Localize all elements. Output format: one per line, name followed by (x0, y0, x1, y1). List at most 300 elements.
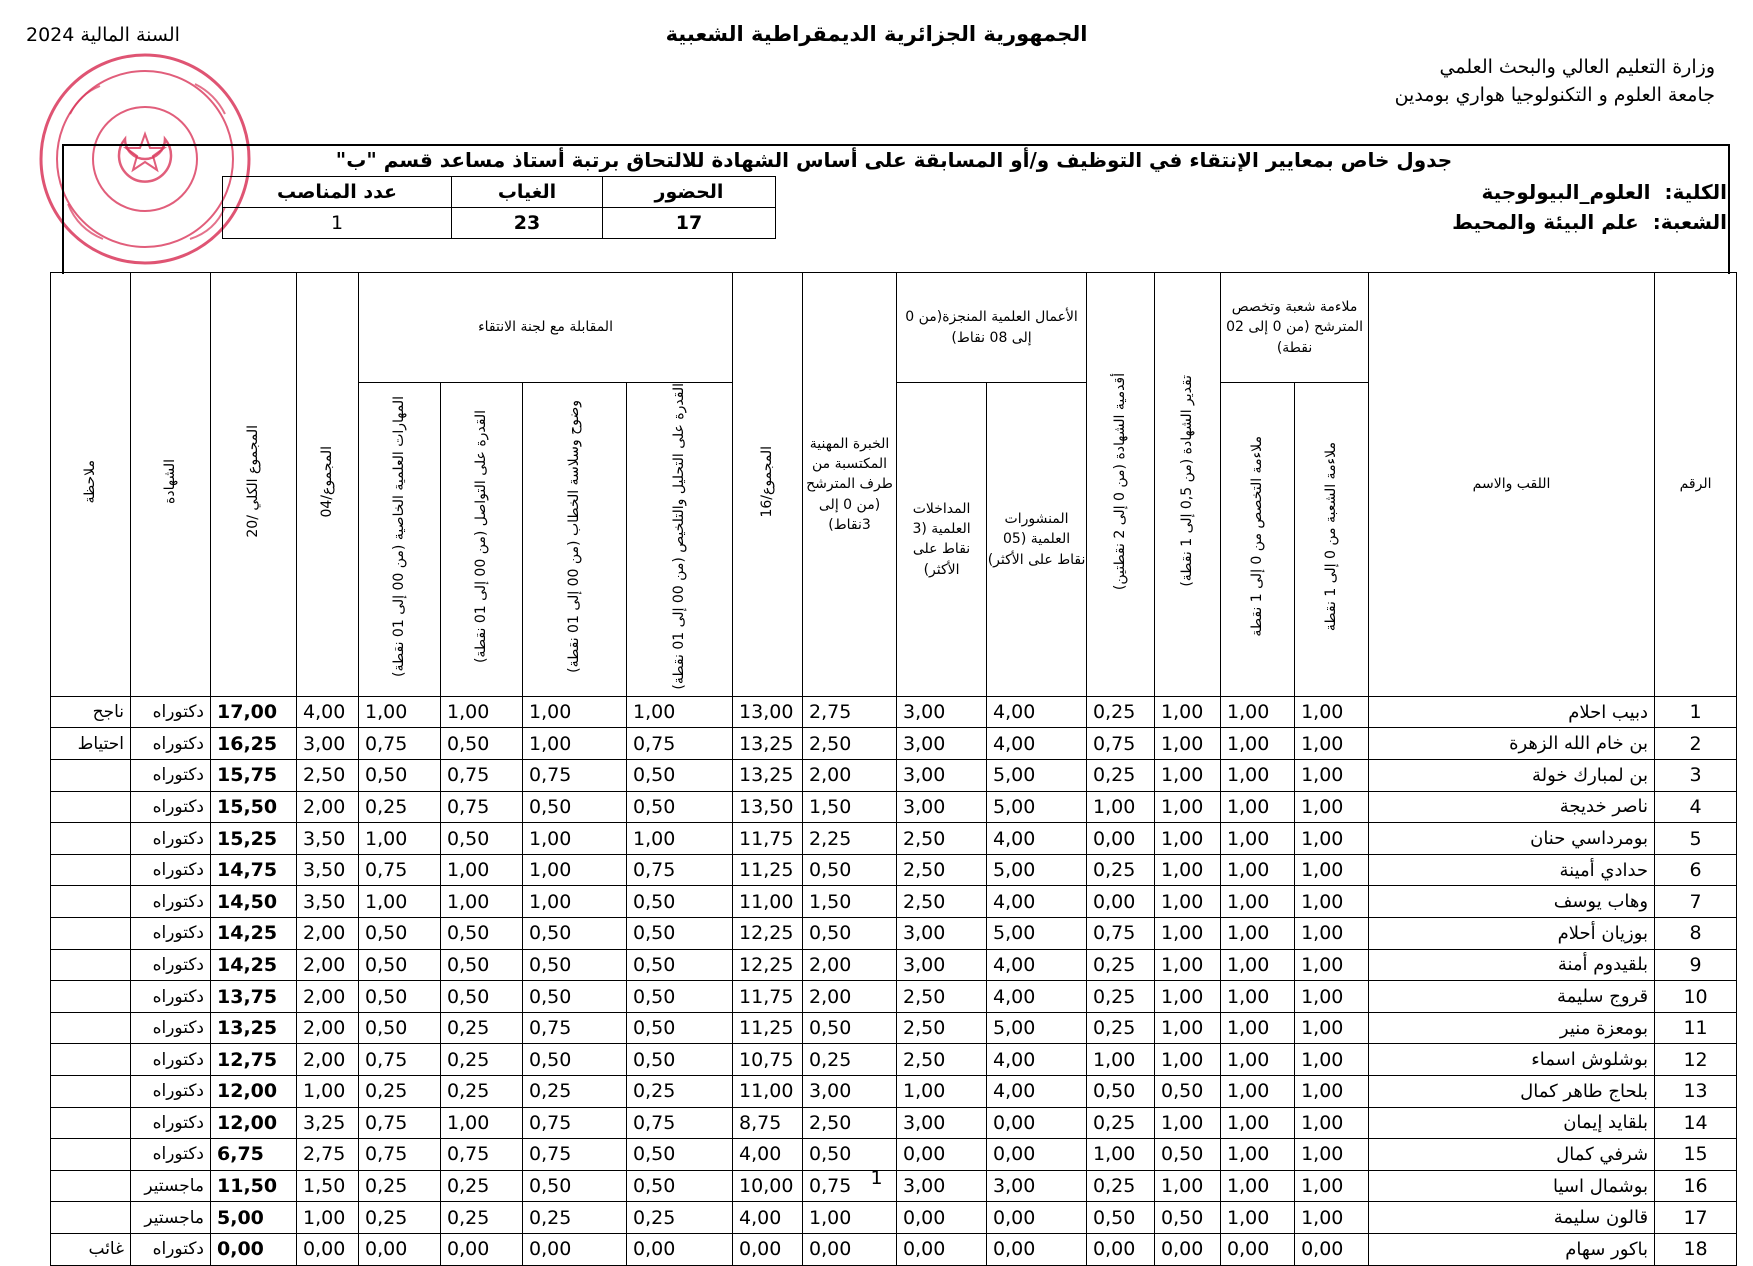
row-note: احتياط (51, 728, 131, 760)
row-fit-spec: 1,00 (1221, 823, 1295, 855)
row-grade: 1,00 (1155, 1012, 1221, 1044)
row-talks: 3,00 (897, 949, 987, 981)
results-table (50, 272, 1737, 1266)
row-grade: 1,00 (1155, 728, 1221, 760)
row-fit-spec: 1,00 (1221, 949, 1295, 981)
row-seniority: 0,25 (1087, 1012, 1155, 1044)
row-total16: 11,75 (733, 981, 803, 1013)
university-name: جامعة العلوم و التكنولوجيا هواري بومدين (1394, 84, 1715, 106)
row-experience: 1,50 (803, 886, 897, 918)
row-skills: 1,00 (359, 886, 441, 918)
row-index: 10 (1655, 981, 1737, 1013)
table-row (51, 918, 1737, 950)
row-total4: 2,50 (297, 760, 359, 792)
row-clarity: 0,50 (523, 949, 627, 981)
row-talks: 0,00 (897, 1202, 987, 1234)
row-note: ناجح (51, 696, 131, 728)
row-clarity: 0,50 (523, 981, 627, 1013)
row-grade: 1,00 (1155, 854, 1221, 886)
row-clarity: 0,50 (523, 1044, 627, 1076)
row-publications: 5,00 (987, 1012, 1087, 1044)
row-skills: 1,00 (359, 696, 441, 728)
table-row (51, 1233, 1737, 1265)
row-certificate: دكتوراه (131, 949, 211, 981)
row-name: بوشمال اسيا (1369, 1170, 1655, 1202)
page-number: 1 (870, 1167, 883, 1189)
row-grade: 1,00 (1155, 886, 1221, 918)
row-total4: 2,00 (297, 949, 359, 981)
row-seniority: 1,00 (1087, 1139, 1155, 1171)
row-communication: 1,00 (441, 886, 523, 918)
col-fit-group: ملاءمة شعبة وتخصص المترشح (من 0 إلى 02 نقطة) (1221, 273, 1369, 383)
row-skills: 0,00 (359, 1233, 441, 1265)
row-total20: 11,50 (211, 1170, 297, 1202)
row-talks: 3,00 (897, 918, 987, 950)
col-note: ملاحظة (51, 273, 131, 697)
row-publications: 4,00 (987, 823, 1087, 855)
row-analysis: 0,50 (627, 1139, 733, 1171)
row-fit-branch: 0,00 (1295, 1233, 1369, 1265)
row-experience: 2,00 (803, 981, 897, 1013)
row-talks: 2,50 (897, 886, 987, 918)
present-value: 17 (603, 208, 776, 239)
col-name: اللقب والاسم (1369, 273, 1655, 697)
row-experience: 0,50 (803, 1139, 897, 1171)
row-fit-branch: 1,00 (1295, 886, 1369, 918)
row-grade: 1,00 (1155, 1044, 1221, 1076)
row-fit-branch: 1,00 (1295, 949, 1369, 981)
col-index: الرقم (1655, 273, 1737, 697)
row-talks: 0,00 (897, 1139, 987, 1171)
row-total4: 2,00 (297, 1044, 359, 1076)
row-seniority: 0,75 (1087, 728, 1155, 760)
row-talks: 2,50 (897, 854, 987, 886)
row-skills: 0,25 (359, 1075, 441, 1107)
row-analysis: 0,75 (627, 854, 733, 886)
row-fit-branch: 1,00 (1295, 696, 1369, 728)
absent-value: 23 (452, 208, 603, 239)
row-grade: 0,50 (1155, 1075, 1221, 1107)
row-fit-branch: 1,00 (1295, 854, 1369, 886)
row-communication: 0,25 (441, 1044, 523, 1076)
row-total4: 2,00 (297, 1012, 359, 1044)
row-index: 18 (1655, 1233, 1737, 1265)
row-analysis: 1,00 (627, 696, 733, 728)
faculty-value: العلوم_البيولوجية (1481, 180, 1651, 204)
row-note (51, 1075, 131, 1107)
row-name: شرفي كمال (1369, 1139, 1655, 1171)
row-analysis: 1,00 (627, 823, 733, 855)
fiscal-year: السنة المالية 2024 (26, 24, 180, 46)
row-seniority: 1,00 (1087, 791, 1155, 823)
row-index: 5 (1655, 823, 1737, 855)
row-fit-spec: 1,00 (1221, 1107, 1295, 1139)
row-seniority: 0,25 (1087, 1107, 1155, 1139)
col-works-group: الأعمال العلمية المنجزة(من 0 إلى 08 نقاط) (897, 273, 1087, 383)
row-total20: 12,00 (211, 1075, 297, 1107)
row-certificate: دكتوراه (131, 981, 211, 1013)
row-total4: 1,00 (297, 1075, 359, 1107)
row-name: وهاب يوسف (1369, 886, 1655, 918)
row-certificate: دكتوراه (131, 1012, 211, 1044)
row-fit-spec: 1,00 (1221, 1075, 1295, 1107)
row-publications: 0,00 (987, 1202, 1087, 1234)
table-row (51, 1044, 1737, 1076)
row-communication: 0,25 (441, 1075, 523, 1107)
row-fit-branch: 1,00 (1295, 1202, 1369, 1234)
row-note (51, 760, 131, 792)
row-total16: 11,75 (733, 823, 803, 855)
row-experience: 3,00 (803, 1075, 897, 1107)
row-talks: 3,00 (897, 1170, 987, 1202)
table-title: جدول خاص بمعايير الإنتقاء في التوظيف و/أو المسابقة على أساس الشهادة للالتحاق برتبة أستاذ مساعد قسم "ب" (335, 148, 1453, 172)
row-skills: 0,75 (359, 1139, 441, 1171)
row-experience: 2,00 (803, 949, 897, 981)
col-fit-spec: ملاءمة التخصص من 0 إلى 1 نقطة (1221, 383, 1295, 697)
row-communication: 0,25 (441, 1170, 523, 1202)
row-publications: 5,00 (987, 854, 1087, 886)
row-name: بلحاج طاهر كمال (1369, 1075, 1655, 1107)
row-grade: 1,00 (1155, 981, 1221, 1013)
row-name: ناصر خديجة (1369, 791, 1655, 823)
row-fit-spec: 1,00 (1221, 918, 1295, 950)
row-grade: 1,00 (1155, 760, 1221, 792)
row-skills: 0,25 (359, 1202, 441, 1234)
row-total20: 16,25 (211, 728, 297, 760)
row-name: بلقيدوم أمنة (1369, 949, 1655, 981)
row-fit-branch: 1,00 (1295, 728, 1369, 760)
row-fit-spec: 1,00 (1221, 886, 1295, 918)
row-certificate: دكتوراه (131, 1139, 211, 1171)
row-talks: 3,00 (897, 760, 987, 792)
row-total16: 0,00 (733, 1233, 803, 1265)
row-certificate: دكتوراه (131, 728, 211, 760)
row-analysis: 0,50 (627, 1170, 733, 1202)
row-certificate: دكتوراه (131, 918, 211, 950)
row-analysis: 0,50 (627, 1044, 733, 1076)
row-analysis: 0,50 (627, 1012, 733, 1044)
row-total4: 1,00 (297, 1202, 359, 1234)
row-analysis: 0,50 (627, 918, 733, 950)
row-skills: 0,25 (359, 1170, 441, 1202)
row-talks: 2,50 (897, 823, 987, 855)
row-fit-spec: 1,00 (1221, 1139, 1295, 1171)
row-note (51, 823, 131, 855)
row-analysis: 0,75 (627, 728, 733, 760)
row-experience: 0,00 (803, 1233, 897, 1265)
row-fit-branch: 1,00 (1295, 1170, 1369, 1202)
row-communication: 0,50 (441, 949, 523, 981)
row-total20: 14,25 (211, 918, 297, 950)
row-publications: 4,00 (987, 886, 1087, 918)
row-total20: 15,75 (211, 760, 297, 792)
row-experience: 2,25 (803, 823, 897, 855)
row-communication: 0,50 (441, 823, 523, 855)
col-clarity: وضوح وسلاسة الخطاب (من 00 إلى 01 نقطة) (523, 383, 627, 697)
table-row (51, 696, 1737, 728)
row-certificate: دكتوراه (131, 823, 211, 855)
row-clarity: 1,00 (523, 854, 627, 886)
row-talks: 3,00 (897, 728, 987, 760)
row-total16: 11,25 (733, 854, 803, 886)
row-clarity: 0,50 (523, 918, 627, 950)
row-seniority: 0,75 (1087, 918, 1155, 950)
row-total20: 6,75 (211, 1139, 297, 1171)
row-name: بن خام الله الزهرة (1369, 728, 1655, 760)
col-grade: تقدير الشهادة (من 0,5 إلى 1 نقطة) (1155, 273, 1221, 697)
row-certificate: دكتوراه (131, 791, 211, 823)
row-talks: 2,50 (897, 981, 987, 1013)
row-clarity: 1,00 (523, 696, 627, 728)
row-grade: 1,00 (1155, 823, 1221, 855)
col-total20: المجموع الكلي /20 (211, 273, 297, 697)
row-fit-branch: 1,00 (1295, 1139, 1369, 1171)
row-clarity: 0,75 (523, 1139, 627, 1171)
row-publications: 4,00 (987, 981, 1087, 1013)
row-skills: 0,50 (359, 1012, 441, 1044)
row-total20: 13,75 (211, 981, 297, 1013)
row-seniority: 0,50 (1087, 1202, 1155, 1234)
row-note (51, 854, 131, 886)
row-total4: 3,50 (297, 886, 359, 918)
row-total20: 15,50 (211, 791, 297, 823)
row-name: بوزيان أحلام (1369, 918, 1655, 950)
row-note (51, 1012, 131, 1044)
col-interview-group: المقابلة مع لجنة الانتقاء (359, 273, 733, 383)
row-name: قروج سليمة (1369, 981, 1655, 1013)
row-index: 11 (1655, 1012, 1737, 1044)
row-seniority: 0,25 (1087, 696, 1155, 728)
row-name: باكور سهام (1369, 1233, 1655, 1265)
row-total20: 12,00 (211, 1107, 297, 1139)
row-certificate: ماجستير (131, 1170, 211, 1202)
row-note (51, 1139, 131, 1171)
row-name: بن لمبارك خولة (1369, 760, 1655, 792)
table-row (51, 760, 1737, 792)
table-row (51, 823, 1737, 855)
faculty-line (1468, 180, 1727, 204)
row-skills: 0,50 (359, 760, 441, 792)
table-row (51, 1012, 1737, 1044)
row-total16: 11,25 (733, 1012, 803, 1044)
row-communication: 0,00 (441, 1233, 523, 1265)
row-seniority: 0,00 (1087, 886, 1155, 918)
row-fit-spec: 0,00 (1221, 1233, 1295, 1265)
row-talks: 0,00 (897, 1233, 987, 1265)
row-skills: 0,50 (359, 918, 441, 950)
row-total4: 2,00 (297, 981, 359, 1013)
row-total4: 4,00 (297, 696, 359, 728)
row-name: بومرداسي حنان (1369, 823, 1655, 855)
row-note (51, 918, 131, 950)
row-index: 13 (1655, 1075, 1737, 1107)
row-grade: 0,50 (1155, 1202, 1221, 1234)
row-total4: 2,75 (297, 1139, 359, 1171)
row-talks: 1,00 (897, 1075, 987, 1107)
table-row (51, 791, 1737, 823)
row-publications: 4,00 (987, 949, 1087, 981)
row-total16: 12,25 (733, 949, 803, 981)
row-name: قالون سليمة (1369, 1202, 1655, 1234)
row-skills: 0,75 (359, 1044, 441, 1076)
row-total16: 13,50 (733, 791, 803, 823)
col-certificate: الشهادة (131, 273, 211, 697)
row-total4: 3,25 (297, 1107, 359, 1139)
row-experience: 2,50 (803, 1107, 897, 1139)
row-communication: 0,25 (441, 1012, 523, 1044)
row-fit-spec: 1,00 (1221, 696, 1295, 728)
row-index: 16 (1655, 1170, 1737, 1202)
row-index: 14 (1655, 1107, 1737, 1139)
row-skills: 1,00 (359, 823, 441, 855)
row-communication: 0,75 (441, 1139, 523, 1171)
row-analysis: 0,50 (627, 949, 733, 981)
row-total16: 4,00 (733, 1202, 803, 1234)
row-certificate: دكتوراه (131, 760, 211, 792)
present-header: الحضور (603, 177, 776, 208)
row-total20: 12,75 (211, 1044, 297, 1076)
row-total20: 14,75 (211, 854, 297, 886)
row-publications: 0,00 (987, 1107, 1087, 1139)
row-note (51, 886, 131, 918)
row-name: بوشلوش اسماء (1369, 1044, 1655, 1076)
row-skills: 0,25 (359, 791, 441, 823)
row-communication: 0,25 (441, 1202, 523, 1234)
row-index: 8 (1655, 918, 1737, 950)
row-seniority: 0,50 (1087, 1075, 1155, 1107)
row-seniority: 0,25 (1087, 1170, 1155, 1202)
row-talks: 3,00 (897, 791, 987, 823)
branch-label: الشعبة: (1652, 210, 1727, 234)
row-certificate: دكتوراه (131, 854, 211, 886)
row-clarity: 0,75 (523, 1107, 627, 1139)
row-fit-branch: 1,00 (1295, 1012, 1369, 1044)
row-note (51, 981, 131, 1013)
row-index: 1 (1655, 696, 1737, 728)
branch-line (1438, 210, 1727, 234)
row-fit-branch: 1,00 (1295, 823, 1369, 855)
row-fit-spec: 1,00 (1221, 981, 1295, 1013)
row-publications: 4,00 (987, 696, 1087, 728)
row-grade: 1,00 (1155, 918, 1221, 950)
table-row (51, 854, 1737, 886)
table-row (51, 981, 1737, 1013)
row-total16: 10,00 (733, 1170, 803, 1202)
row-analysis: 0,25 (627, 1075, 733, 1107)
row-publications: 0,00 (987, 1233, 1087, 1265)
row-total4: 1,50 (297, 1170, 359, 1202)
row-seniority: 0,00 (1087, 823, 1155, 855)
col-experience: الخبرة المهنية المكتسبة من طرف المترشح (من 0 إلى 3نقاط) (803, 273, 897, 697)
row-communication: 0,50 (441, 918, 523, 950)
row-note (51, 949, 131, 981)
row-publications: 4,00 (987, 1075, 1087, 1107)
row-publications: 5,00 (987, 791, 1087, 823)
row-certificate: دكتوراه (131, 1233, 211, 1265)
row-seniority: 0,25 (1087, 760, 1155, 792)
row-experience: 2,75 (803, 696, 897, 728)
row-total4: 0,00 (297, 1233, 359, 1265)
row-publications: 0,00 (987, 1139, 1087, 1171)
row-talks: 3,00 (897, 696, 987, 728)
col-analysis: القدرة على التحليل والتلخيص (من 00 إلى 01 نقطة) (627, 383, 733, 697)
row-grade: 1,00 (1155, 791, 1221, 823)
col-skills: المهارات العلمية الخاصية (من 00 إلى 01 نقطة) (359, 383, 441, 697)
row-experience: 0,50 (803, 1012, 897, 1044)
row-fit-branch: 1,00 (1295, 791, 1369, 823)
row-total20: 14,25 (211, 949, 297, 981)
row-total20: 13,25 (211, 1012, 297, 1044)
row-total4: 2,00 (297, 918, 359, 950)
row-skills: 0,75 (359, 728, 441, 760)
row-publications: 5,00 (987, 918, 1087, 950)
table-row (51, 886, 1737, 918)
row-total16: 13,25 (733, 728, 803, 760)
row-total20: 14,50 (211, 886, 297, 918)
row-fit-spec: 1,00 (1221, 760, 1295, 792)
row-total4: 3,50 (297, 823, 359, 855)
table-row (51, 1075, 1737, 1107)
row-skills: 0,75 (359, 854, 441, 886)
row-total16: 13,25 (733, 760, 803, 792)
row-index: 7 (1655, 886, 1737, 918)
row-seniority: 0,00 (1087, 1233, 1155, 1265)
absent-header: الغياب (452, 177, 603, 208)
row-certificate: دكتوراه (131, 1044, 211, 1076)
row-experience: 1,50 (803, 791, 897, 823)
row-talks: 2,50 (897, 1012, 987, 1044)
row-fit-branch: 1,00 (1295, 1107, 1369, 1139)
table-row (51, 728, 1737, 760)
row-fit-branch: 1,00 (1295, 1044, 1369, 1076)
attendance-table (222, 176, 776, 239)
row-experience: 2,50 (803, 728, 897, 760)
row-skills: 0,75 (359, 1107, 441, 1139)
col-communication: القدرة على التواصل (من 00 إلى 01 نقطة) (441, 383, 523, 697)
row-total20: 0,00 (211, 1233, 297, 1265)
row-total20: 15,25 (211, 823, 297, 855)
table-row (51, 1139, 1737, 1171)
row-clarity: 0,25 (523, 1075, 627, 1107)
row-analysis: 0,50 (627, 760, 733, 792)
row-note (51, 791, 131, 823)
row-talks: 3,00 (897, 1107, 987, 1139)
row-name: دبيب احلام (1369, 696, 1655, 728)
row-fit-spec: 1,00 (1221, 1044, 1295, 1076)
row-seniority: 0,25 (1087, 981, 1155, 1013)
row-grade: 1,00 (1155, 949, 1221, 981)
ministry-name: وزارة التعليم العالي والبحث العلمي (1439, 56, 1715, 78)
row-fit-spec: 1,00 (1221, 854, 1295, 886)
row-seniority: 1,00 (1087, 1044, 1155, 1076)
row-fit-branch: 1,00 (1295, 981, 1369, 1013)
row-analysis: 0,50 (627, 886, 733, 918)
row-total16: 10,75 (733, 1044, 803, 1076)
row-fit-branch: 1,00 (1295, 918, 1369, 950)
row-note: غائب (51, 1233, 131, 1265)
row-clarity: 1,00 (523, 886, 627, 918)
positions-value: 1 (223, 208, 452, 239)
row-index: 6 (1655, 854, 1737, 886)
row-publications: 3,00 (987, 1170, 1087, 1202)
row-publications: 4,00 (987, 728, 1087, 760)
col-fit-branch: ملاءمة الشعبة من 0 إلى 1 نقطة (1295, 383, 1369, 697)
row-communication: 0,50 (441, 728, 523, 760)
row-total4: 3,50 (297, 854, 359, 886)
row-seniority: 0,25 (1087, 854, 1155, 886)
row-fit-spec: 1,00 (1221, 791, 1295, 823)
row-skills: 0,50 (359, 949, 441, 981)
